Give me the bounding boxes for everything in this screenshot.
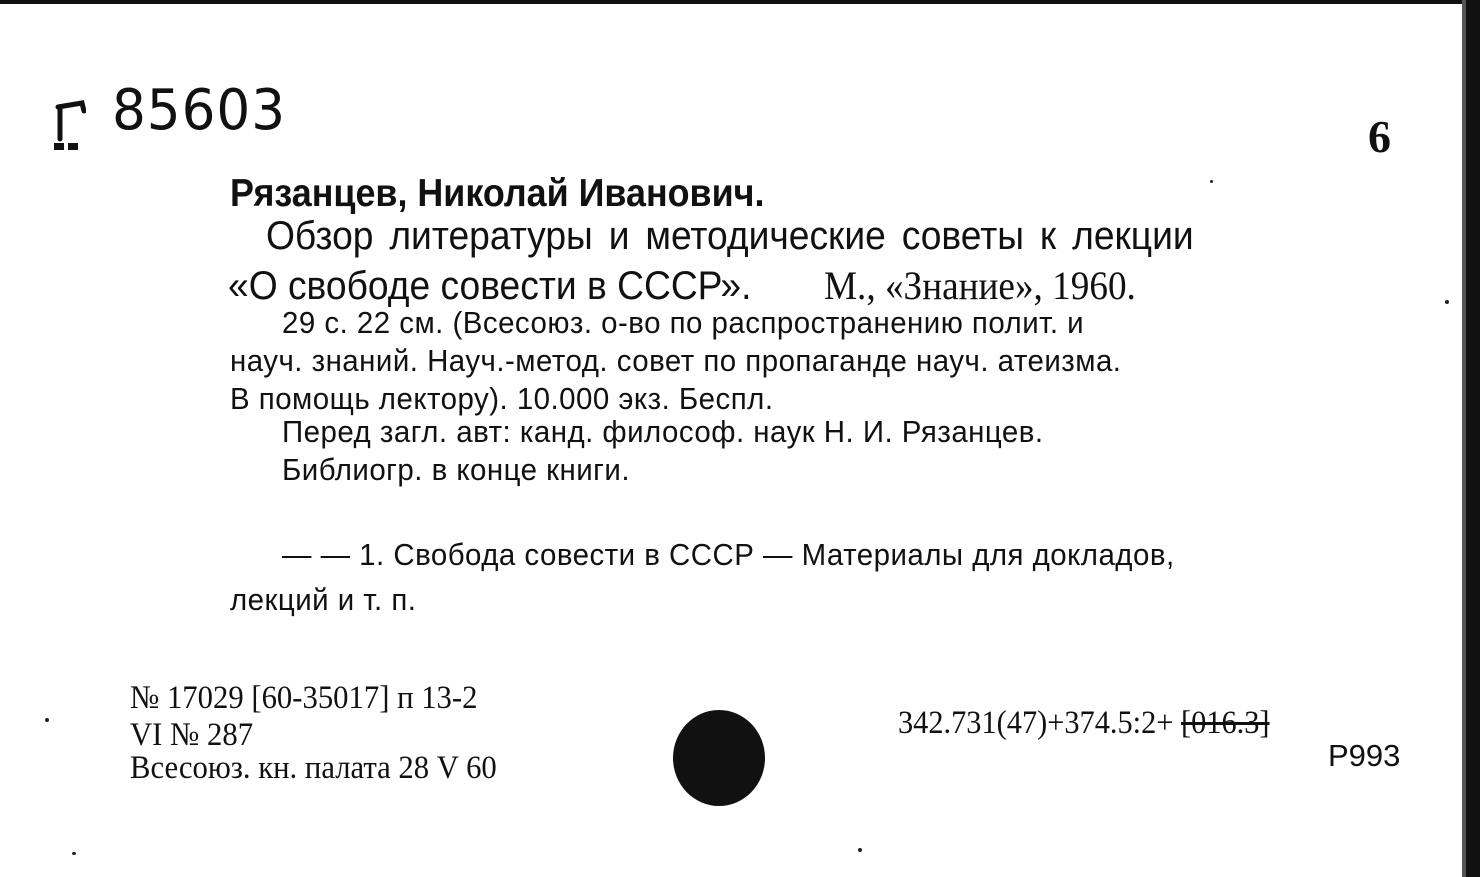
title-line-2 [228,262,1136,309]
physical-description-line-3: В помощь лектору). 10.000 экз. Беспл. [230,381,774,416]
subject-heading-line-1: — — 1. Свобода совести в СССР — Материалы для докладов, [282,537,1175,572]
note-author-statement: Перед загл. авт: канд. философ. наук Н. И. Рязанцев. [282,414,1044,449]
card-top-edge [0,0,1480,4]
card-right-edge [1466,0,1480,877]
title-line-1: Обзор литературы и методические советы к лекции [266,214,1194,258]
call-mark-symbol [52,95,86,153]
scan-speck [858,848,862,852]
physical-description-line-1: 29 с. 22 см. (Всесоюз. о-во по распространению полит. и [282,305,1085,340]
author-sign: Р993 [1328,738,1401,773]
scan-speck [45,718,49,722]
inventory-number: 85603 [112,78,286,143]
volume-number: VI № 287 [130,717,254,753]
classification-index [898,705,1270,742]
scan-speck [1210,180,1213,183]
title-continuation: «О свободе совести в СССР». [228,264,752,308]
book-chamber-stamp: Всесоюз. кн. палата 28 V 60 [130,750,497,786]
imprint: М., «Знание», 1960. [823,263,1136,308]
scan-speck [72,852,76,855]
registration-number: № 17029 [60-35017] п 13-2 [130,680,478,716]
subject-heading-line-2: лекций и т. п. [230,582,417,617]
physical-description-line-2: науч. знаний. Науч.-метод. совет по пропаганде науч. атеизма. [230,343,1122,378]
note-bibliography: Библиогр. в конце книги. [282,452,630,487]
classification-code: 342.731(47)+374.5:2+ [898,705,1174,741]
scan-speck [1445,300,1449,304]
card-punch-hole [673,710,765,806]
card-page-number: 6 [1368,111,1391,162]
author-heading: Рязанцев, Николай Иванович. [230,172,765,215]
classification-struck-code: [016.3] [1181,705,1270,741]
